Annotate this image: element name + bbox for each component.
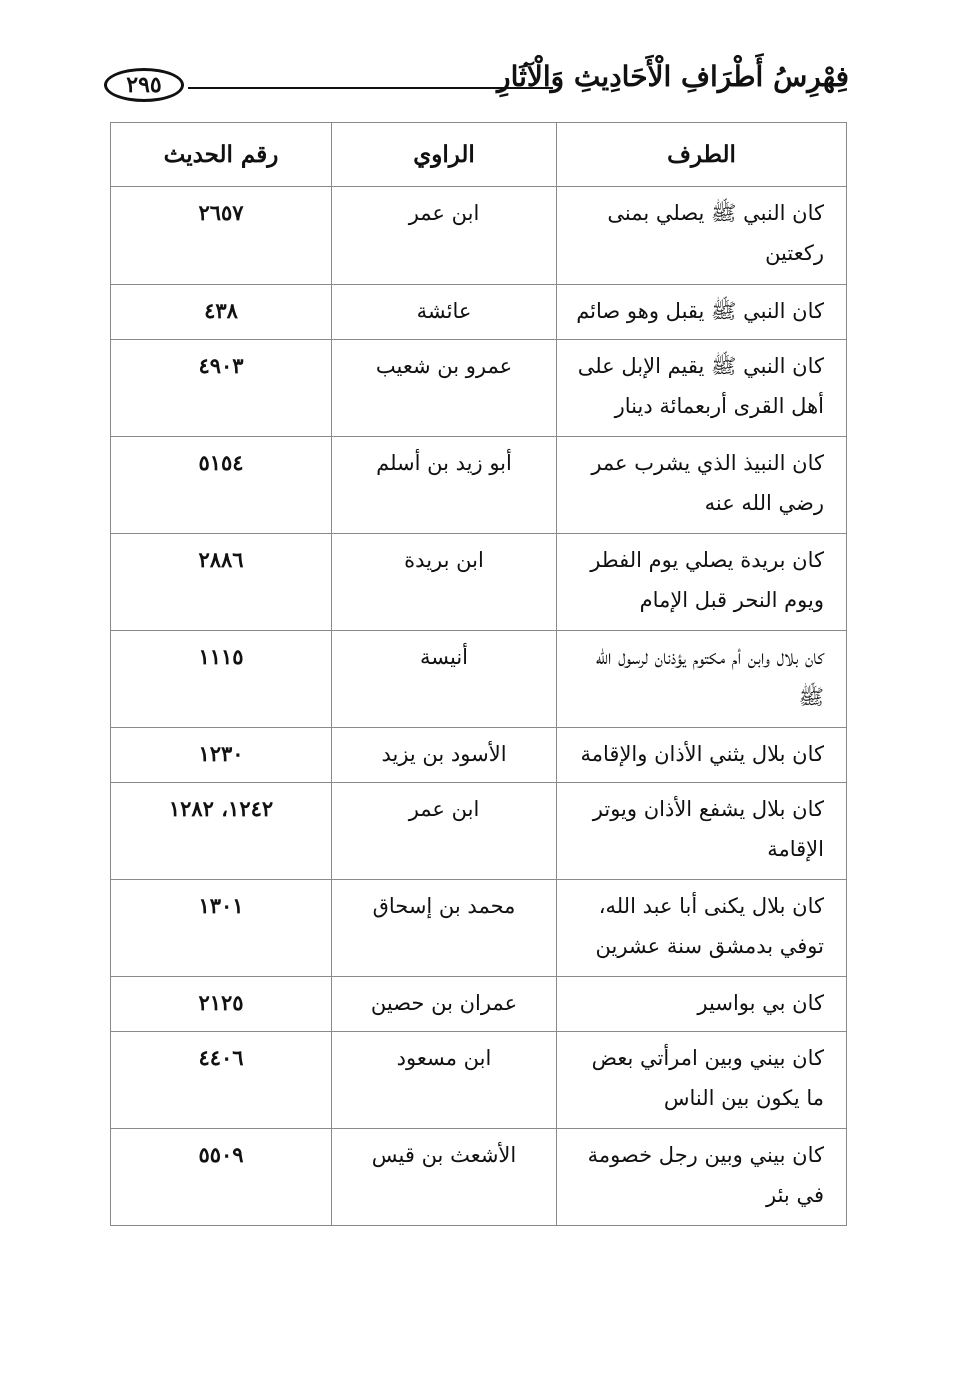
tarf-cell: كان بيني وبين رجل خصومة في بئر <box>557 1129 847 1226</box>
tarf-cell: كان النبي ﷺ يقبل وهو صائم <box>557 285 847 340</box>
hadith-number-cell: ١٢٣٠ <box>111 728 332 783</box>
rawi-cell: عائشة <box>332 285 557 340</box>
table-row <box>111 783 847 880</box>
table-row <box>111 534 847 631</box>
table-row <box>111 728 847 783</box>
running-title: فِهْرِسُ أَطْرَافِ الْأَحَادِيثِ وَالْآثَارِ <box>497 60 849 93</box>
table-row <box>111 1032 847 1129</box>
tarf-cell: كان بريدة يصلي يوم الفطر ويوم النحر قبل الإمام <box>557 534 847 631</box>
tarf-cell: كان بي بواسير <box>557 977 847 1032</box>
column-header-number: رقم الحديث <box>111 123 332 187</box>
hadith-number-cell: ٤٩٠٣ <box>111 340 332 437</box>
tarf-cell: كان النبي ﷺ يقيم الإبل على أهل القرى أربعمائة دينار <box>557 340 847 437</box>
table-row <box>111 880 847 977</box>
column-header-rawi: الراوي <box>332 123 557 187</box>
column-header-tarf: الطرف <box>557 123 847 187</box>
tarf-cell: كان بلال يشفع الأذان ويوتر الإقامة <box>557 783 847 880</box>
rawi-cell: ابن عمر <box>332 783 557 880</box>
rawi-cell: ابن مسعود <box>332 1032 557 1129</box>
rawi-cell: محمد بن إسحاق <box>332 880 557 977</box>
hadith-number-cell: ٥١٥٤ <box>111 437 332 534</box>
hadith-number-cell: ٥٥٠٩ <box>111 1129 332 1226</box>
rawi-cell: أنيسة <box>332 631 557 728</box>
hadith-number-cell: ٢٦٥٧ <box>111 187 332 285</box>
table-row <box>111 187 847 285</box>
table-header-row <box>111 123 847 187</box>
table-row <box>111 631 847 728</box>
rawi-cell: عمران بن حصين <box>332 977 557 1032</box>
page-header <box>104 60 849 116</box>
table-row <box>111 977 847 1032</box>
rawi-cell: الأسود بن يزيد <box>332 728 557 783</box>
rawi-cell: ابن بريدة <box>332 534 557 631</box>
tarf-cell: كان بلال وابن أم مكتوم يؤذنان لرسول الله ﷺ <box>557 631 847 728</box>
tarf-cell: كان النبيذ الذي يشرب عمر رضي الله عنه <box>557 437 847 534</box>
table-row <box>111 1129 847 1226</box>
hadith-number-cell: ١١١٥ <box>111 631 332 728</box>
rawi-cell: أبو زيد بن أسلم <box>332 437 557 534</box>
tarf-cell: كان النبي ﷺ يصلي بمنى ركعتين <box>557 187 847 285</box>
tarf-cell: كان بيني وبين امرأتي بعض ما يكون بين الناس <box>557 1032 847 1129</box>
tarf-cell: كان بلال يكنى أبا عبد الله، توفي بدمشق سنة عشرين <box>557 880 847 977</box>
table-row <box>111 285 847 340</box>
hadith-number-cell: ٤٤٠٦ <box>111 1032 332 1129</box>
hadith-number-cell: ٢٨٨٦ <box>111 534 332 631</box>
table-row <box>111 437 847 534</box>
table-row <box>111 340 847 437</box>
hadith-index-table <box>110 122 847 1226</box>
hadith-number-cell: ٤٣٨ <box>111 285 332 340</box>
hadith-number-cell: ١٢٤٢، ١٢٨٢ <box>111 783 332 880</box>
rawi-cell: ابن عمر <box>332 187 557 285</box>
rawi-cell: عمرو بن شعيب <box>332 340 557 437</box>
hadith-number-cell: ١٣٠١ <box>111 880 332 977</box>
page-number-badge: ٢٩٥ <box>104 68 184 102</box>
tarf-cell: كان بلال يثني الأذان والإقامة <box>557 728 847 783</box>
rawi-cell: الأشعث بن قيس <box>332 1129 557 1226</box>
hadith-number-cell: ٢١٢٥ <box>111 977 332 1032</box>
